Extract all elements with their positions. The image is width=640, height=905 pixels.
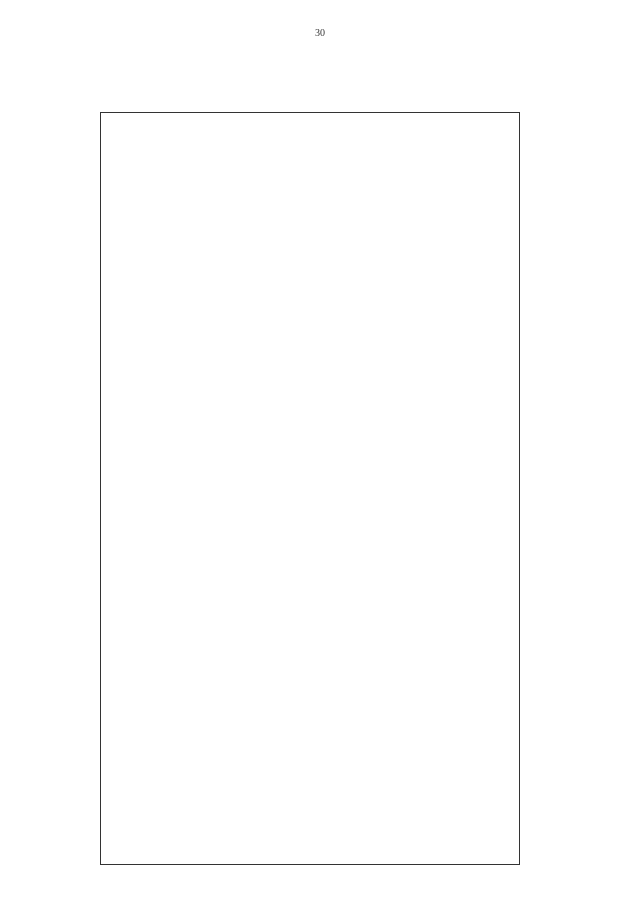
page-number: 30 <box>315 28 325 39</box>
rotated-table <box>100 112 520 865</box>
